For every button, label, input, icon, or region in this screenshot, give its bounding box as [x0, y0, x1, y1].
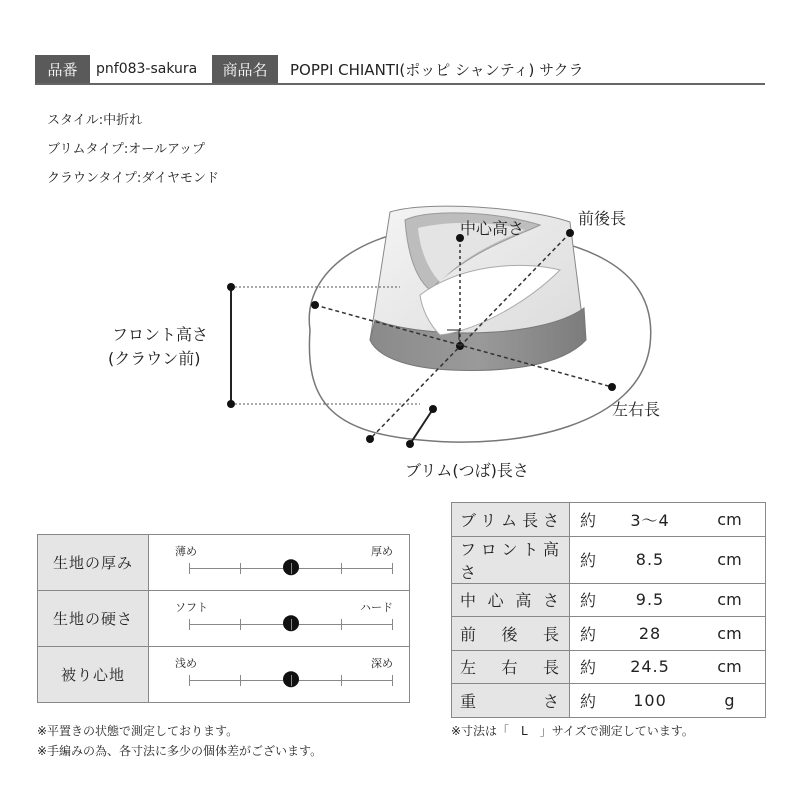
size-label: 左右長 — [452, 650, 570, 684]
size-unit: cm — [717, 623, 742, 643]
size-row — [452, 503, 766, 537]
spec-brim-type: ブリムタイプ:オールアップ — [47, 142, 206, 157]
scale-tick — [392, 619, 393, 630]
feel-row-hardness — [38, 591, 410, 647]
note-handmade: ※手編みの為、各寸法に多少の個体差がございます。 — [37, 744, 323, 758]
note-flat-measure: ※平置きの状態で測定しております。 — [37, 724, 239, 738]
size-value: 28 — [638, 623, 662, 643]
size-approx: 約 — [579, 591, 596, 611]
scale-tick — [291, 675, 292, 686]
label-center-height: 中心高さ — [460, 219, 525, 238]
scale-tick — [341, 675, 342, 686]
product-header — [35, 55, 765, 85]
size-approx: 約 — [579, 510, 596, 530]
size-label: フロント高さ — [452, 536, 570, 583]
label-brim-length: ブリム(つば)長さ — [405, 461, 529, 480]
feel-row-fit — [38, 647, 410, 703]
scale-tick — [189, 563, 190, 574]
feel-row-thickness — [38, 535, 410, 591]
size-label: 中心高さ — [452, 583, 570, 617]
size-unit: cm — [717, 509, 742, 529]
scale-left-label: 浅め — [175, 657, 197, 670]
size-row — [452, 650, 766, 684]
feel-label-hardness: 生地の硬さ — [38, 591, 149, 647]
size-table — [451, 502, 766, 718]
scale-tick — [189, 619, 190, 630]
scale-left-label: ソフト — [175, 601, 208, 614]
size-label: 重さ — [452, 684, 570, 718]
scale-tick — [341, 563, 342, 574]
scale-left-label: 薄め — [175, 545, 197, 558]
feel-scale-hardness — [149, 591, 409, 646]
scale-tick — [240, 563, 241, 574]
scale-right-label: 厚め — [371, 545, 393, 558]
scale-tick — [291, 563, 292, 574]
scale-tick — [392, 675, 393, 686]
size-approx: 約 — [579, 691, 596, 711]
size-value: 100 — [633, 690, 667, 710]
scale-tick — [291, 619, 292, 630]
size-label: 前後長 — [452, 617, 570, 651]
size-unit: cm — [717, 657, 742, 677]
size-label: ブリム長さ — [452, 503, 570, 537]
feel-label-fit: 被り心地 — [38, 647, 149, 703]
size-row — [452, 536, 766, 583]
label-front-height-2: (クラウン前) — [108, 349, 201, 368]
size-row — [452, 583, 766, 617]
feel-scale-fit — [149, 647, 409, 702]
size-unit: cm — [717, 550, 742, 569]
code-value: pnf083-sakura — [96, 61, 198, 77]
note-size-l: ※寸法は「 L 」サイズで測定しています。 — [451, 724, 694, 738]
size-value: 24.5 — [630, 657, 670, 677]
code-label: 品番 — [35, 55, 90, 83]
feel-label-thickness: 生地の厚み — [38, 535, 149, 591]
scale-tick — [341, 619, 342, 630]
scale-tick — [392, 563, 393, 574]
scale-tick — [240, 675, 241, 686]
scale-tick — [189, 675, 190, 686]
size-unit: cm — [717, 590, 742, 610]
label-front-back: 前後長 — [578, 209, 627, 228]
hat-diagram — [0, 190, 800, 490]
feel-table — [37, 534, 410, 703]
size-approx: 約 — [579, 551, 596, 570]
scale-right-label: 深め — [371, 657, 393, 670]
size-approx: 約 — [579, 658, 596, 678]
label-left-right: 左右長 — [612, 400, 661, 419]
scale-right-label: ハード — [360, 601, 393, 614]
size-value: 9.5 — [635, 590, 665, 610]
size-value: 8.5 — [635, 550, 665, 569]
name-value: POPPI CHIANTI(ポッピ シャンティ) サクラ — [290, 60, 584, 79]
scale-tick — [240, 619, 241, 630]
spec-list — [47, 106, 219, 193]
size-row — [452, 617, 766, 651]
label-front-height-1: フロント高さ — [112, 325, 209, 344]
size-unit: g — [724, 690, 735, 710]
spec-crown-type: クラウンタイプ:ダイヤモンド — [47, 171, 219, 186]
size-value: 3〜4 — [630, 510, 670, 530]
feel-scale-thickness — [149, 535, 409, 590]
name-label: 商品名 — [212, 55, 278, 83]
size-approx: 約 — [579, 624, 596, 644]
spec-style: スタイル:中折れ — [47, 113, 143, 128]
size-row — [452, 684, 766, 718]
